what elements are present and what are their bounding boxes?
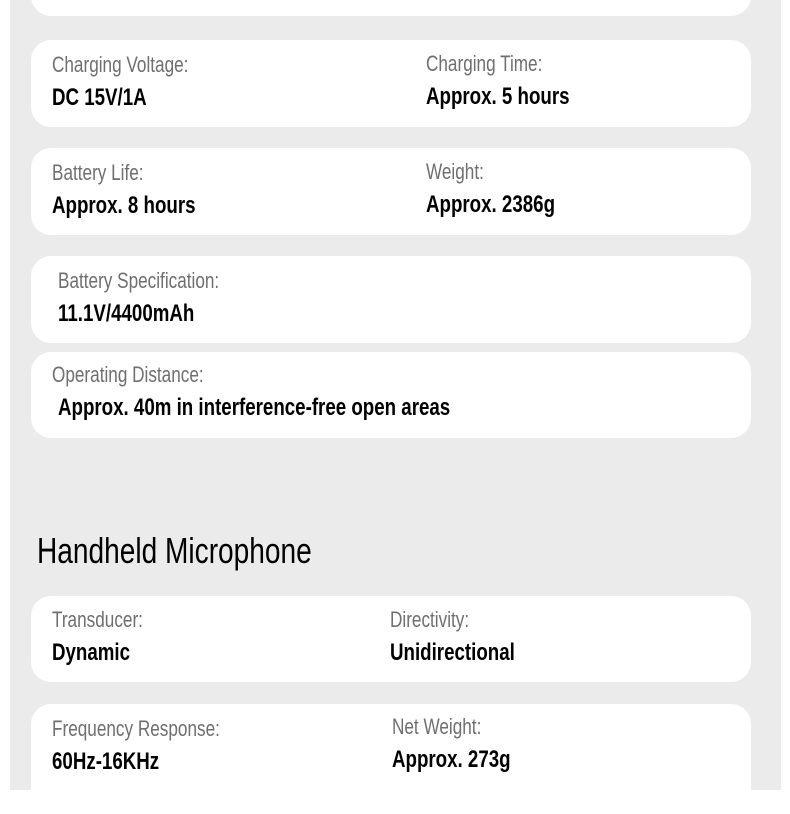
spec-label: Net Weight: <box>392 714 482 739</box>
spec-card <box>31 704 751 814</box>
spec-label: Battery Specification: <box>58 268 220 293</box>
spec-value: Approx. 273g <box>392 746 511 773</box>
spec-value: Unidirectional <box>390 639 515 666</box>
spec-net-weight <box>392 714 544 774</box>
spec-operating-distance <box>52 362 561 422</box>
spec-label: Charging Time: <box>426 51 543 76</box>
spec-value: Approx. 8 hours <box>52 192 196 219</box>
spec-label: Directivity: <box>390 607 470 632</box>
spec-value: DC 15V/1A <box>52 84 147 111</box>
spec-value: Approx. 2386g <box>426 191 556 218</box>
spec-label: Transducer: <box>52 607 143 632</box>
spec-charging-time <box>426 51 610 111</box>
spec-card <box>31 40 751 127</box>
spec-card <box>31 256 751 343</box>
spec-directivity <box>390 607 550 667</box>
spec-card <box>31 352 751 438</box>
spec-card-top <box>31 0 751 16</box>
spec-label: Weight: <box>426 159 484 184</box>
spec-card <box>31 596 751 682</box>
spec-transducer <box>52 607 169 667</box>
spec-value: Dynamic <box>52 639 131 666</box>
spec-label: Frequency Response: <box>52 716 220 741</box>
spec-label: Charging Voltage: <box>52 52 189 77</box>
section-heading: Handheld Microphone <box>37 530 312 571</box>
spec-label: Battery Life: <box>52 160 144 185</box>
spec-card <box>31 148 751 235</box>
spec-weight <box>426 159 591 219</box>
spec-value: Approx. 5 hours <box>426 83 570 110</box>
spec-frequency-response <box>52 716 267 776</box>
spec-battery-specification <box>58 268 265 328</box>
spec-battery-life <box>52 160 236 220</box>
spec-label: Operating Distance: <box>52 362 204 387</box>
spec-value: 11.1V/4400mAh <box>58 300 195 327</box>
spec-value: 60Hz-16KHz <box>52 748 160 775</box>
spec-charging-voltage <box>52 52 227 112</box>
spec-value: Approx. 40m in interference-free open areas <box>58 394 451 421</box>
